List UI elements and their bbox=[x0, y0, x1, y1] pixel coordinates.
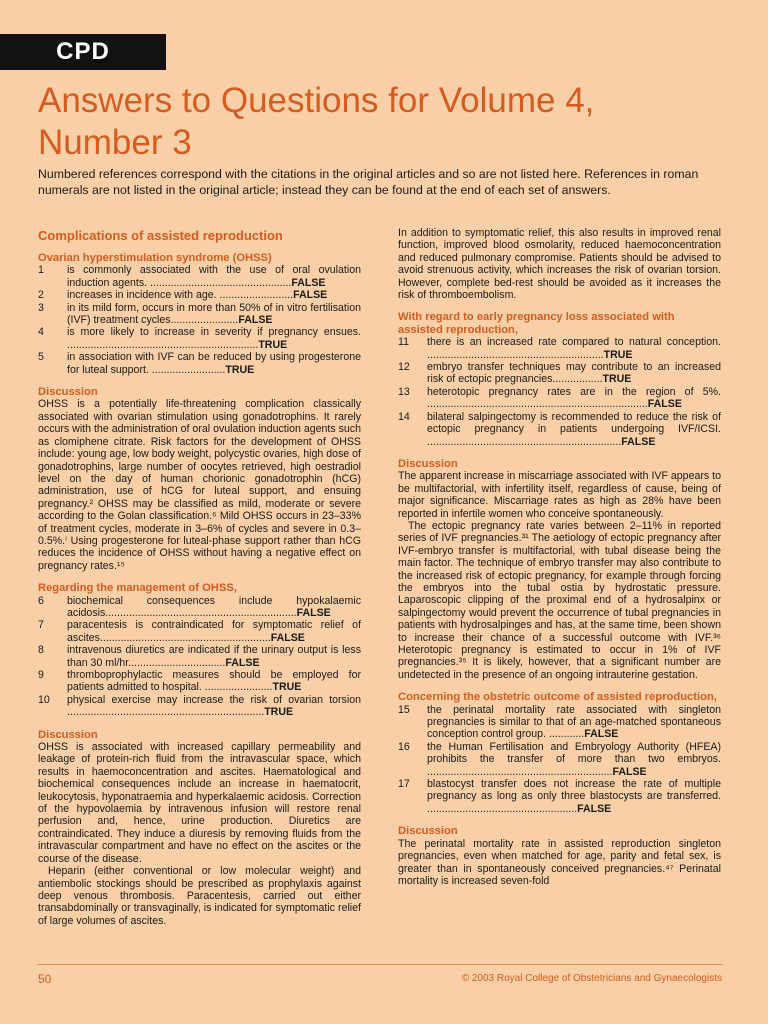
question-answer: FALSE bbox=[612, 765, 647, 778]
question-list-1 bbox=[38, 264, 361, 376]
question-text-wrap bbox=[67, 644, 361, 669]
question-answer: FALSE bbox=[584, 728, 619, 741]
question-number: 5 bbox=[38, 351, 44, 364]
cpd-tab: CPD bbox=[0, 34, 166, 70]
question-text: heterotopic pregnancy rates are in the region of 5%. ........................................................................... bbox=[427, 385, 721, 411]
question-text: thromboprophylactic measures should be employed for patients admitted to hospital. ....................... bbox=[67, 669, 361, 694]
question-item bbox=[38, 351, 361, 376]
question-text: embryo transfer techniques may contribute to an increased risk of ectopic pregnancies................. bbox=[427, 361, 721, 386]
question-item bbox=[398, 336, 721, 361]
question-answer: FALSE bbox=[291, 276, 326, 289]
question-text-wrap bbox=[67, 289, 361, 301]
question-item bbox=[38, 289, 361, 301]
discussion-text-4: The perinatal mortality rate in assisted reproduction singleton pregnancies, even when matched for age, parity and fetal sex, is greater than in spontaneously conceived pregnancies.⁴⁷ Perinatal mortality is increased seven-fold bbox=[398, 837, 721, 887]
discussion-heading-3: Discussion bbox=[398, 457, 458, 470]
question-text: increases in incidence with age. ......................... bbox=[67, 289, 294, 302]
question-answer: TRUE bbox=[603, 348, 633, 361]
question-number: 14 bbox=[398, 410, 410, 423]
question-number: 17 bbox=[398, 778, 410, 791]
question-answer: TRUE bbox=[258, 338, 288, 351]
question-number: 6 bbox=[38, 594, 44, 607]
question-text: there is an increased rate compared to natural conception. ............................................................ bbox=[427, 336, 721, 361]
page-title bbox=[38, 80, 738, 164]
question-answer: FALSE bbox=[296, 606, 331, 619]
question-item bbox=[38, 264, 361, 289]
question-item bbox=[38, 302, 361, 327]
question-item bbox=[38, 326, 361, 351]
question-number: 1 bbox=[38, 264, 44, 277]
copyright: © 2003 Royal College of Obstetricians and Gynaecologists bbox=[461, 973, 722, 984]
question-text-wrap bbox=[427, 778, 721, 815]
question-text-wrap bbox=[67, 694, 361, 719]
intro-paragraph: Numbered references correspond with the citations in the original articles and so are not listed here. References in roman numerals are not listed in the original article; instead they can be found at the end of each set of answers. bbox=[38, 167, 699, 197]
question-list-4 bbox=[398, 704, 721, 816]
question-number: 13 bbox=[398, 385, 410, 398]
question-text-wrap bbox=[67, 326, 361, 351]
question-item bbox=[398, 411, 721, 448]
question-text: intravenous diuretics are indicated if the urinary output is less than 30 ml/hr................................. bbox=[67, 644, 361, 669]
ohss-heading: Ovarian hyperstimulation syndrome (OHSS) bbox=[38, 252, 272, 264]
question-text-wrap bbox=[427, 336, 721, 361]
question-answer: FALSE bbox=[270, 631, 305, 644]
question-list-3 bbox=[398, 336, 721, 448]
question-answer: FALSE bbox=[225, 656, 260, 669]
question-text: biochemical consequences include hypokalaemic acidosis................................................................. bbox=[67, 594, 361, 619]
question-text-wrap bbox=[427, 386, 721, 411]
question-text: the Human Fertilisation and Embryology Authority (HFEA) prohibits the transfer of more than two embryos. ............................................................... bbox=[427, 740, 721, 778]
question-answer: TRUE bbox=[272, 681, 302, 694]
question-item bbox=[38, 694, 361, 719]
title-line-2: Number 3 bbox=[38, 123, 192, 162]
question-answer: FALSE bbox=[621, 435, 656, 448]
question-item bbox=[38, 619, 361, 644]
question-text-wrap bbox=[67, 669, 361, 694]
question-text: bilateral salpingectomy is recommended to reduce the risk of ectopic pregnancy in patients undergoing IVF/ICSI. .................................................................. bbox=[427, 410, 721, 448]
question-text: physical exercise may increase the risk of ovarian torsion ................................................................... bbox=[67, 693, 361, 719]
question-text-wrap bbox=[67, 595, 361, 620]
question-number: 16 bbox=[398, 740, 410, 753]
early-loss-heading: With regard to early pregnancy loss associated with assisted reproduction, bbox=[398, 311, 675, 336]
question-text: blastocyst transfer does not increase the rate of multiple pregnancy as long as only three blastocysts are transferred. ................................................... bbox=[427, 778, 721, 815]
discussion-text-3: The apparent increase in miscarriage associated with IVF appears to be multifactorial, with infertility itself, regardless of cause, being of major significance. Miscarriage rates as high as 28% have been reported in infertile women who conceive spontaneously. bbox=[398, 470, 721, 520]
footer-divider bbox=[38, 964, 722, 965]
question-list-2 bbox=[38, 595, 361, 719]
discussion-heading-2: Discussion bbox=[38, 728, 98, 741]
question-text-wrap bbox=[67, 619, 361, 644]
question-text-wrap bbox=[67, 264, 361, 289]
question-text: the perinatal mortality rate associated with singleton pregnancies is similar to that of an age-matched spontaneous conception control group. ............ bbox=[427, 703, 721, 741]
continued-text: In addition to symptomatic relief, this also results in improved renal function, improved blood osmolarity, reduced haemoconcentration and reduced pulmonary compromise. Patients should be advised to avoid strenuous activity, which increases the risk of ovarian torsion. However, complete bed-rest should be avoided as it increases the risk of thromboembolism. bbox=[398, 227, 721, 302]
question-item bbox=[38, 669, 361, 694]
right-column bbox=[398, 227, 721, 887]
discussion-heading-4: Discussion bbox=[398, 825, 458, 838]
question-number: 2 bbox=[38, 289, 44, 302]
question-text: in its mild form, occurs in more than 50% of in vitro fertilisation (IVF) treatment cycles....................... bbox=[67, 301, 361, 327]
question-text-wrap bbox=[427, 704, 721, 741]
question-answer: TRUE bbox=[602, 373, 632, 386]
question-number: 8 bbox=[38, 644, 44, 657]
question-text-wrap bbox=[427, 361, 721, 386]
question-answer: TRUE bbox=[225, 363, 255, 376]
question-number: 4 bbox=[38, 326, 44, 339]
discussion-heading-1: Discussion bbox=[38, 386, 98, 399]
question-text: is more likely to increase in severity if pregnancy ensues. ................................................................. bbox=[67, 326, 361, 351]
obstetric-heading: Concerning the obstetric outcome of assisted reproduction, bbox=[398, 691, 717, 704]
question-text-wrap bbox=[67, 351, 361, 376]
discussion-text-2: OHSS is associated with increased capillary permeability and leakage of protein-rich fluid from the intravascular space, which results in haemoconcentration and ascites. Haematological and biochemical consequences include an increase in haematocrit, leukocytosis, hyponatraemia and hyperkalaemic acidosis. Correction of the hypovolaemia by intravenous infusion will restore renal perfusion and, hence, urine production. Diuretics are contraindicated. They induce a diuresis by removing fluids from the intravascular compartment and have no effect on the ascites or the course of the disease. bbox=[38, 741, 361, 865]
question-text: in association with IVF can be reduced by using progesterone for luteal support. ......................... bbox=[67, 351, 361, 376]
question-number: 11 bbox=[398, 336, 409, 349]
question-answer: TRUE bbox=[264, 706, 294, 719]
question-number: 10 bbox=[38, 693, 50, 706]
management-heading: Regarding the management of OHSS, bbox=[38, 582, 237, 595]
discussion-text-1: OHSS is a potentially life-threatening complication classically associated with ovarian stimulation using gonadotrophins. It rarely occurs with the administration of oral ovulation induction agents such as clomiphene citrate. Risk factors for the development of OHSS include: young age, low body weight, polycystic ovaries, high dose of gonadotrophins, large number of oocytes retrieved, high oestradiol level on the day of human chorionic gonadotrophin (hCG) administration, use of hCG for luteal support, and ensuing pregnancy.² OHSS may be classified as mild, moderate or severe according to the Golan classification.⁶ Mild OHSS occurs in 23–33% of treatment cycles, moderate in 3–6% of cycles and severe in 0.3–0.5%.ⁱ Using progesterone for luteal-phase support rather than hCG reduces the incidence of OHSS without having a negative effect on pregnancy rates.¹⁵ bbox=[38, 398, 361, 572]
discussion-text-2b: Heparin (either conventional or low molecular weight) and antiembolic stockings should be prescribed as prophylaxis against deep venous thrombosis. Paracentesis, carried out either transabdominally or transvaginally, is indicated for symptomatic relief of large volumes of ascites. bbox=[38, 865, 361, 927]
question-text: paracentesis is contraindicated for symptomatic relief of ascites.......................................................... bbox=[67, 619, 361, 644]
question-item bbox=[398, 386, 721, 411]
question-number: 7 bbox=[38, 619, 44, 632]
question-text-wrap bbox=[427, 741, 721, 778]
question-answer: FALSE bbox=[577, 802, 612, 815]
question-text: is commonly associated with the use of oral ovulation induction agents. ................................................ bbox=[67, 264, 361, 289]
title-line-1: Answers to Questions for Volume 4, bbox=[38, 81, 595, 120]
question-item bbox=[38, 644, 361, 669]
question-number: 9 bbox=[38, 669, 44, 681]
question-item bbox=[398, 741, 721, 778]
question-item bbox=[38, 595, 361, 620]
question-text-wrap bbox=[67, 302, 361, 327]
question-item bbox=[398, 704, 721, 741]
section-title: Complications of assisted reproduction bbox=[38, 228, 283, 243]
discussion-text-3b: The ectopic pregnancy rate varies between 2–11% in reported series of IVF pregnancies.³¹ The aetiology of ectopic pregnancy after IVF-embryo transfer is multifactorial, with tubal disease being the main factor. The technique of embryo transfer may also contribute to the increased risk of ectopic pregnancy, for example through forcing the embryos into the tubal ostia by hydrostatic pressure. Laparoscopic clipping of the proximal end of a hydrosalpinx or salpingectomy would prevent the occurrence of tubal pregnancies in patients with hydrosalpinges and has, at the same time, been shown to increase their chance of a successful outcome with IVF.³⁶ Heterotopic pregnancy is estimated to occur in 1% of IVF pregnancies.³⁵ It is likely, however, that a significant number are undetected in the presence of an ongoing intrauterine gestation. bbox=[398, 519, 721, 681]
question-item bbox=[398, 778, 721, 815]
question-item bbox=[398, 361, 721, 386]
page-number: 50 bbox=[38, 972, 52, 986]
question-text-wrap bbox=[427, 411, 721, 448]
question-number: 3 bbox=[38, 301, 44, 314]
question-answer: FALSE bbox=[293, 289, 328, 302]
question-answer: FALSE bbox=[647, 398, 682, 411]
question-answer: FALSE bbox=[238, 314, 273, 327]
question-number: 15 bbox=[398, 703, 410, 716]
left-column bbox=[38, 228, 361, 927]
question-number: 12 bbox=[398, 361, 410, 374]
